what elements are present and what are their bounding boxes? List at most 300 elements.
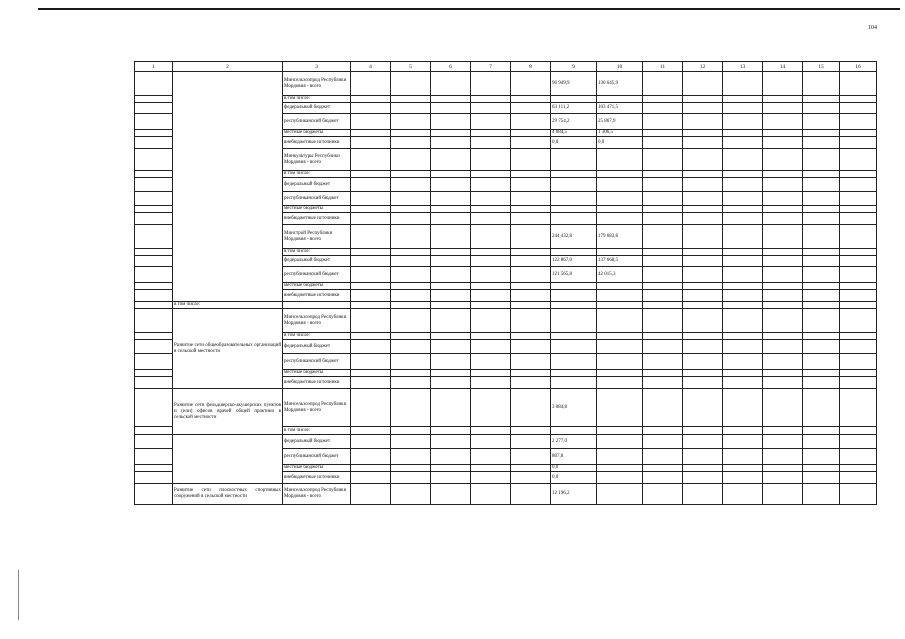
table-cell [431, 225, 471, 249]
table-cell [683, 465, 723, 472]
table-cell [431, 213, 471, 225]
table-cell [351, 72, 391, 96]
table-cell [643, 290, 683, 302]
table-cell [135, 256, 173, 267]
table-cell [763, 206, 803, 213]
table-cell [723, 389, 763, 427]
table-cell [683, 96, 723, 103]
table-cell [471, 249, 511, 256]
table-cell [511, 249, 551, 256]
table-cell [351, 103, 391, 114]
table-cell [840, 290, 877, 302]
value-cell-col10 [597, 302, 643, 309]
table-cell [840, 354, 877, 370]
table-cell [351, 114, 391, 130]
table-cell [511, 449, 551, 465]
scan-edge-mark [18, 570, 19, 620]
table-cell [803, 309, 840, 333]
table-cell [431, 283, 471, 290]
value-cell-col10 [597, 472, 643, 484]
table-cell [471, 225, 511, 249]
table-cell [135, 435, 173, 449]
table-cell [840, 340, 877, 354]
table-cell [803, 484, 840, 505]
table-cell [763, 213, 803, 225]
table-cell [431, 465, 471, 472]
table-cell [840, 435, 877, 449]
table-cell [723, 354, 763, 370]
table-cell [351, 206, 391, 213]
table-cell [511, 484, 551, 505]
table-cell [803, 213, 840, 225]
table-cell [643, 225, 683, 249]
table-cell [471, 354, 511, 370]
table-cell [431, 72, 471, 96]
value-cell-col9: 3 084,8 [551, 389, 597, 427]
table-cell [763, 192, 803, 206]
source-cell: федеральный бюджет [283, 256, 351, 267]
table-cell [471, 333, 511, 340]
table-cell [431, 309, 471, 333]
value-cell-col10 [597, 333, 643, 340]
table-cell [391, 484, 431, 505]
table-cell [431, 171, 471, 178]
table-cell [471, 465, 511, 472]
table-cell [803, 377, 840, 389]
table-cell [840, 72, 877, 96]
value-cell-col10 [597, 178, 643, 192]
source-cell: Минсельхозпрод Республики Мордовия - всего [283, 484, 351, 505]
value-cell-col9 [551, 354, 597, 370]
table-cell [763, 340, 803, 354]
table-cell [471, 435, 511, 449]
table-cell [431, 427, 471, 435]
table-cell [351, 377, 391, 389]
table-cell [471, 449, 511, 465]
table-cell [351, 149, 391, 171]
table-cell [763, 171, 803, 178]
table-cell [723, 213, 763, 225]
value-cell-col10 [597, 96, 643, 103]
table-cell [803, 370, 840, 377]
table-row [135, 72, 877, 96]
table-cell [683, 427, 723, 435]
column-header: 9 [551, 62, 597, 72]
table-cell [683, 449, 723, 465]
table-cell [840, 192, 877, 206]
table-cell [840, 449, 877, 465]
table-cell [135, 103, 173, 114]
table-cell [511, 302, 551, 309]
table-cell [643, 333, 683, 340]
value-cell-col9 [551, 340, 597, 354]
value-cell-col9: 0,0 [551, 137, 597, 149]
value-cell-col9: 2 277,0 [551, 435, 597, 449]
table-cell [511, 178, 551, 192]
table-cell [511, 283, 551, 290]
table-cell [643, 171, 683, 178]
table-cell [135, 465, 173, 472]
value-cell-col9: 29 754,2 [551, 114, 597, 130]
table-cell [763, 435, 803, 449]
table-cell [683, 290, 723, 302]
value-cell-col9 [551, 283, 597, 290]
table-cell [683, 283, 723, 290]
table-cell [511, 377, 551, 389]
table-cell [511, 114, 551, 130]
event-name-cell: Развитие сети плоскостных спортивных сооружений в сельской местности [173, 484, 283, 505]
value-cell-col10 [597, 370, 643, 377]
value-cell-col10 [597, 340, 643, 354]
table-cell [840, 137, 877, 149]
table-cell [135, 72, 173, 96]
table-cell [763, 302, 803, 309]
table-cell [351, 389, 391, 427]
table-cell [803, 256, 840, 267]
value-cell-col9: 63 111,2 [551, 103, 597, 114]
table-cell [351, 213, 391, 225]
table-cell [643, 472, 683, 484]
table-cell [803, 465, 840, 472]
source-cell: федеральный бюджет [283, 103, 351, 114]
value-cell-col9 [551, 249, 597, 256]
value-cell-col9: 244 432,8 [551, 225, 597, 249]
table-cell [803, 171, 840, 178]
table-cell [643, 137, 683, 149]
value-cell-col10: 42 015,3 [597, 267, 643, 283]
table-cell [643, 96, 683, 103]
column-header: 8 [511, 62, 551, 72]
column-header: 12 [683, 62, 723, 72]
table-cell [840, 283, 877, 290]
table-cell [431, 206, 471, 213]
table-cell [135, 283, 173, 290]
table-cell [511, 256, 551, 267]
table-cell [840, 484, 877, 505]
table-cell [683, 149, 723, 171]
table-cell [135, 449, 173, 465]
table-cell [351, 171, 391, 178]
table-cell [723, 206, 763, 213]
value-cell-col9 [551, 206, 597, 213]
table-cell [135, 484, 173, 505]
table-cell [763, 377, 803, 389]
value-cell-col10 [597, 192, 643, 206]
value-cell-col9 [551, 213, 597, 225]
value-cell-col9: 807,8 [551, 449, 597, 465]
value-cell-col9: 4 084,5 [551, 130, 597, 137]
table-cell [803, 449, 840, 465]
table-cell [431, 130, 471, 137]
table-cell [431, 267, 471, 283]
source-cell: федеральный бюджет [283, 340, 351, 354]
table-cell [643, 249, 683, 256]
value-cell-col9: 96 949,9 [551, 72, 597, 96]
table-cell [723, 465, 763, 472]
table-cell [763, 465, 803, 472]
table-cell [511, 427, 551, 435]
source-cell: местные бюджеты [283, 370, 351, 377]
source-cell: республиканский бюджет [283, 354, 351, 370]
table-cell [391, 427, 431, 435]
column-header: 4 [351, 62, 391, 72]
table-cell [391, 435, 431, 449]
table-cell [763, 484, 803, 505]
table-cell [803, 96, 840, 103]
table-row [135, 435, 877, 449]
value-cell-col9 [551, 96, 597, 103]
table-cell [683, 103, 723, 114]
table-cell [511, 309, 551, 333]
source-cell: республиканский бюджет [283, 267, 351, 283]
table-cell [511, 192, 551, 206]
table-cell [431, 370, 471, 377]
table-cell [135, 370, 173, 377]
table-cell [471, 178, 511, 192]
table-cell [135, 137, 173, 149]
table-cell [511, 96, 551, 103]
table-cell [763, 290, 803, 302]
value-cell-col10: 179 683,8 [597, 225, 643, 249]
table-cell [723, 130, 763, 137]
table-cell [840, 178, 877, 192]
table-cell [351, 225, 391, 249]
table-cell [431, 340, 471, 354]
table-cell [840, 206, 877, 213]
source-cell [283, 302, 351, 309]
table-cell [391, 213, 431, 225]
value-cell-col9 [551, 333, 597, 340]
table-cell [840, 333, 877, 340]
table-cell [351, 340, 391, 354]
table-cell [723, 377, 763, 389]
table-cell [683, 340, 723, 354]
table-cell [511, 435, 551, 449]
table-cell [763, 114, 803, 130]
table-cell [803, 206, 840, 213]
table-cell [683, 333, 723, 340]
table-cell [511, 206, 551, 213]
table-cell [471, 377, 511, 389]
table-cell [471, 137, 511, 149]
table-cell [840, 149, 877, 171]
table-cell [391, 333, 431, 340]
table-cell [643, 267, 683, 283]
table-cell [840, 267, 877, 283]
table-cell [683, 130, 723, 137]
table-cell [643, 72, 683, 96]
table-cell [723, 137, 763, 149]
table-cell [643, 354, 683, 370]
table-cell [803, 225, 840, 249]
table-cell [471, 290, 511, 302]
value-cell-col10 [597, 449, 643, 465]
table-cell [840, 302, 877, 309]
table-cell [643, 302, 683, 309]
table-cell [135, 340, 173, 354]
table-cell [391, 302, 431, 309]
table-cell [803, 178, 840, 192]
table-cell [763, 249, 803, 256]
table-cell [471, 267, 511, 283]
table-cell [431, 249, 471, 256]
table-cell [351, 96, 391, 103]
table-cell [683, 377, 723, 389]
table-row [135, 484, 877, 505]
column-header: 7 [471, 62, 511, 72]
table-cell [135, 302, 173, 309]
table-cell [391, 130, 431, 137]
table-cell [135, 377, 173, 389]
table-cell [683, 354, 723, 370]
table-cell [840, 389, 877, 427]
table-cell [803, 340, 840, 354]
table-cell [471, 114, 511, 130]
table-body [135, 62, 877, 505]
table-cell [643, 309, 683, 333]
table-cell [803, 389, 840, 427]
table-cell [471, 283, 511, 290]
table-cell [135, 96, 173, 103]
table-cell [803, 290, 840, 302]
value-cell-col10 [597, 149, 643, 171]
value-cell-col10 [597, 290, 643, 302]
table-cell [511, 103, 551, 114]
value-cell-col10 [597, 435, 643, 449]
event-name-cell: в том числе: [173, 302, 283, 309]
table-cell [431, 290, 471, 302]
column-header: 10 [597, 62, 643, 72]
table-cell [803, 192, 840, 206]
table-cell [391, 377, 431, 389]
value-cell-col10: 130 645,9 [597, 72, 643, 96]
table-cell [803, 137, 840, 149]
table-cell [840, 171, 877, 178]
table-cell [683, 72, 723, 96]
value-cell-col9: 12 196,2 [551, 484, 597, 505]
source-cell: Минсельхозпрод Республики Мордовия - всего [283, 309, 351, 333]
source-cell: Минсельхозпрод Республики Мордовия - всего [283, 389, 351, 427]
source-cell: местные бюджеты [283, 130, 351, 137]
table-cell [351, 267, 391, 283]
table-cell [135, 149, 173, 171]
table-cell [643, 340, 683, 354]
table-cell [391, 192, 431, 206]
table-cell [351, 302, 391, 309]
table-cell [683, 192, 723, 206]
table-cell [135, 290, 173, 302]
table-cell [840, 427, 877, 435]
source-cell: Минкультуры Республики Мордовия - всего [283, 149, 351, 171]
event-name-cell [173, 72, 283, 302]
table-cell [763, 149, 803, 171]
table-cell [643, 449, 683, 465]
value-cell-col10 [597, 389, 643, 427]
table-cell [431, 302, 471, 309]
value-cell-col10: 0,0 [597, 137, 643, 149]
table-cell [723, 370, 763, 377]
value-cell-col10 [597, 171, 643, 178]
table-cell [763, 103, 803, 114]
table-cell [391, 267, 431, 283]
table-cell [135, 389, 173, 427]
table-cell [351, 427, 391, 435]
table-cell [351, 249, 391, 256]
table-cell [803, 103, 840, 114]
table-cell [643, 377, 683, 389]
value-cell-col9 [551, 149, 597, 171]
table-cell [803, 72, 840, 96]
table-cell [803, 149, 840, 171]
table-cell [391, 465, 431, 472]
table-cell [840, 103, 877, 114]
value-cell-col10 [597, 206, 643, 213]
table-cell [763, 472, 803, 484]
table-cell [351, 449, 391, 465]
table-cell [683, 302, 723, 309]
table-cell [643, 389, 683, 427]
table-cell [135, 178, 173, 192]
table-cell [723, 302, 763, 309]
table-cell [840, 225, 877, 249]
table-cell [683, 472, 723, 484]
table-cell [511, 340, 551, 354]
table-cell [511, 472, 551, 484]
table-cell [471, 340, 511, 354]
table-cell [643, 283, 683, 290]
table-cell [391, 178, 431, 192]
table-cell [511, 389, 551, 427]
column-header: 1 [135, 62, 173, 72]
table-cell [723, 290, 763, 302]
table-cell [803, 267, 840, 283]
table-row [135, 389, 877, 427]
header-row [135, 62, 877, 72]
table-cell [643, 114, 683, 130]
table-cell [511, 267, 551, 283]
table-cell [431, 103, 471, 114]
table-cell [643, 178, 683, 192]
event-name-cell: Развитие сети фельдшерско-акушерских пунктов и (или) офисов врачей общей практики в сельской местности [173, 389, 283, 435]
table-cell [643, 465, 683, 472]
source-cell: республиканский бюджет [283, 449, 351, 465]
table-cell [683, 225, 723, 249]
table-cell [683, 267, 723, 283]
table-cell [643, 484, 683, 505]
event-name-cell: Развитие сети общеобразовательных организаций в сельской местности [173, 309, 283, 389]
table-cell [471, 484, 511, 505]
table-cell [135, 354, 173, 370]
source-cell: местные бюджеты [283, 283, 351, 290]
value-cell-col9: 122 867,0 [551, 256, 597, 267]
table-cell [643, 206, 683, 213]
table-cell [391, 290, 431, 302]
table-cell [431, 114, 471, 130]
table-cell [723, 333, 763, 340]
table-cell [351, 370, 391, 377]
table-cell [351, 472, 391, 484]
table-row [135, 302, 877, 309]
table-cell [431, 472, 471, 484]
source-cell: местные бюджеты [283, 206, 351, 213]
value-cell-col10 [597, 465, 643, 472]
column-header: 2 [173, 62, 283, 72]
table-cell [391, 225, 431, 249]
table-cell [763, 354, 803, 370]
table-cell [840, 114, 877, 130]
table-cell [723, 114, 763, 130]
table-cell [683, 370, 723, 377]
